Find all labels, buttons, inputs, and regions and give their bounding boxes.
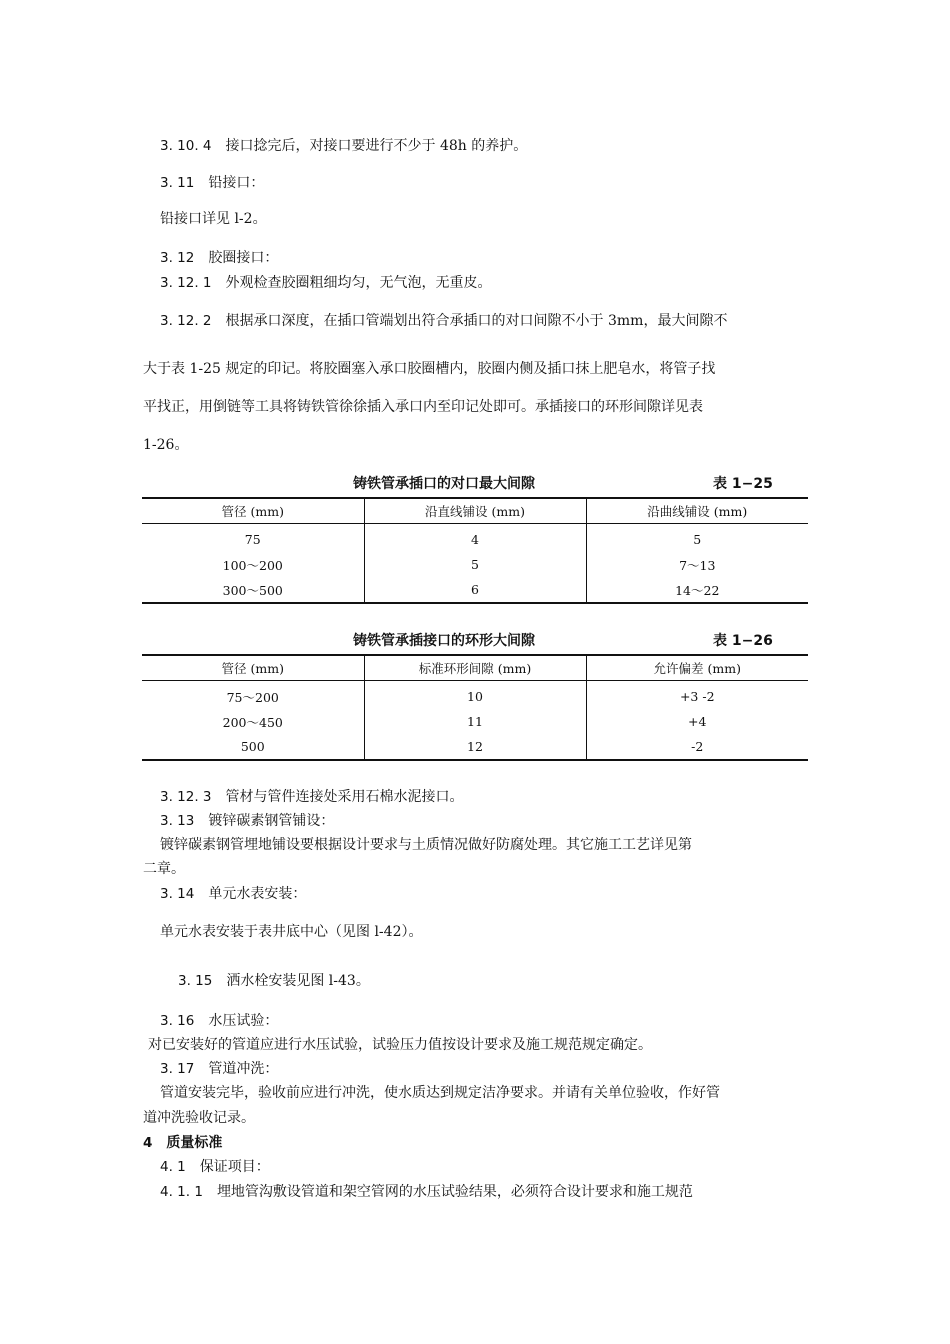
heading-3-13 (160, 812, 334, 830)
text-line-3-10-4 (160, 137, 527, 155)
section-number: 3. 13 (160, 813, 195, 829)
section-number: 3. 17 (160, 1061, 195, 1077)
line-text: 对已安装好的管道应进行水压试验，试验压力值按设计要求及施工规范规定确定。 (148, 1037, 652, 1053)
line-text: 平找正，用倒链等工具将铸铁管徐徐插入承口内至印记处即可。承插接口的环形间隙详见表 (143, 399, 703, 415)
table-row (142, 709, 808, 734)
line-text: 二章。 (143, 861, 185, 877)
table-cell: 12 (364, 734, 586, 760)
heading-3-14 (160, 885, 306, 903)
table-2-label: 表 1−26 (713, 633, 773, 649)
text-line-4-1-1 (160, 1183, 693, 1201)
line-text: 铅接口详见 l-2。 (160, 211, 267, 227)
table-cell: 75～200 (226, 689, 279, 705)
header-cell: 允许偏差 (mm) (586, 655, 808, 681)
table-cell: 500 (240, 739, 265, 754)
header-cell: 标准环形间隙 (mm) (364, 655, 586, 681)
line-text: 外观检查胶圈粗细均匀，无气泡，无重皮。 (225, 275, 492, 291)
section-number: 3. 11 (160, 175, 195, 191)
table-cell: 5 (364, 552, 586, 577)
line-text: 大于表 1-25 规定的印记。将胶圈塞入承口胶圈槽内，胶圈内侧及插口抹上肥皂水，将管子找 (143, 361, 716, 377)
text-line-para-cont-3 (143, 436, 188, 454)
table-cell: +4 (586, 709, 808, 734)
table-1-title: 铸铁管承插口的对口最大间隙 (353, 476, 535, 492)
line-text: 单元水表安装于表井底中心（见图 l-42）。 (160, 924, 423, 940)
text-line-pressure-test (148, 1036, 652, 1054)
table-row (142, 524, 808, 553)
text-line-3-12-2 (160, 312, 727, 330)
table-cell: 6 (364, 577, 586, 603)
table-cell: 75 (244, 532, 261, 547)
header-cell: 管径 (mm) (142, 655, 364, 681)
heading-3-12 (160, 249, 278, 267)
table-header-row (142, 498, 808, 524)
section-number: 3. 10. 4 (160, 138, 212, 154)
heading-4-1 (160, 1158, 270, 1176)
table-cell: 11 (364, 709, 586, 734)
text-line-water-meter (160, 923, 422, 941)
section-number: 3. 15 (178, 973, 213, 989)
line-text: 胶圈接口： (208, 250, 279, 266)
table-1 (142, 497, 808, 604)
section-number: 4 (143, 1135, 153, 1151)
header-cell: 沿直线铺设 (mm) (364, 498, 586, 524)
table-header-row (142, 655, 808, 681)
text-line-galvanized-1 (160, 836, 692, 854)
text-line-para-cont-1 (143, 360, 715, 378)
section-number: 4. 1 (160, 1159, 186, 1175)
text-line-3-12-3 (160, 788, 464, 806)
heading-3-11 (160, 174, 264, 192)
section-number: 3. 12. 3 (160, 789, 212, 805)
table-1-label: 表 1−25 (713, 476, 773, 492)
table-cell: 10 (364, 681, 586, 710)
section-number: 3. 12. 2 (160, 313, 212, 329)
text-line-3-15 (178, 972, 370, 990)
text-line-para-cont-2 (143, 398, 703, 416)
line-text: 道冲洗验收记录。 (143, 1110, 255, 1126)
section-number: 3. 12 (160, 250, 195, 266)
section-number: 3. 14 (160, 886, 195, 902)
line-text: 1-26。 (143, 437, 189, 453)
table-2-title: 铸铁管承插接口的环形大间隙 (353, 633, 535, 649)
line-text: 埋地管沟敷设管道和架空管网的水压试验结果，必须符合设计要求和施工规范 (216, 1184, 693, 1200)
line-text: 保证项目： (199, 1159, 270, 1175)
line-text: 管道安装完毕，验收前应进行冲洗，使水质达到规定洁净要求。并请有关单位验收，作好管 (160, 1085, 720, 1101)
table-row (142, 681, 808, 710)
text-line-3-12-1 (160, 274, 492, 292)
line-text: 单元水表安装： (208, 886, 307, 902)
table-cell: 100～200 (222, 557, 283, 573)
line-text: 镀锌碳素钢管铺设： (208, 813, 335, 829)
section-number: 3. 12. 1 (160, 275, 212, 291)
line-text: 水压试验： (208, 1013, 279, 1029)
table-cell: +3 -2 (586, 681, 808, 710)
text-line-lead-joint (160, 210, 267, 228)
text-line-flushing-1 (160, 1084, 720, 1102)
line-text: 根据承口深度，在插口管端划出符合承插口的对口间隙不小于 3mm，最大间隙不 (225, 313, 728, 329)
table-cell: 14～22 (586, 577, 808, 603)
line-text: 质量标准 (166, 1135, 223, 1151)
header-cell: 管径 (mm) (142, 498, 364, 524)
table-2 (142, 654, 808, 761)
table-cell: -2 (586, 734, 808, 760)
text-line-flushing-2 (143, 1109, 255, 1127)
section-number: 3. 16 (160, 1013, 195, 1029)
line-text: 管材与管件连接处采用石棉水泥接口。 (225, 789, 464, 805)
line-text: 管道冲洗： (208, 1061, 279, 1077)
header-cell: 沿曲线铺设 (mm) (586, 498, 808, 524)
heading-4 (143, 1134, 222, 1152)
table-cell: 300～500 (222, 582, 283, 598)
line-text: 铅接口： (208, 175, 265, 191)
heading-3-16 (160, 1012, 278, 1030)
section-number: 4. 1. 1 (160, 1184, 203, 1200)
text-line-galvanized-2 (143, 860, 185, 878)
heading-3-17 (160, 1060, 278, 1078)
line-text: 洒水栓安装见图 l-43。 (226, 973, 370, 989)
table-cell: 200～450 (222, 714, 283, 730)
table-row (142, 552, 808, 577)
table-cell: 5 (586, 524, 808, 553)
table-cell: 7～13 (586, 552, 808, 577)
line-text: 接口捻完后，对接口要进行不少于 48h 的养护。 (225, 138, 528, 154)
table-row (142, 577, 808, 603)
table-row (142, 734, 808, 760)
line-text: 镀锌碳素钢管埋地铺设要根据设计要求与土质情况做好防腐处理。其它施工工艺详见第 (160, 837, 692, 853)
table-cell: 4 (364, 524, 586, 553)
